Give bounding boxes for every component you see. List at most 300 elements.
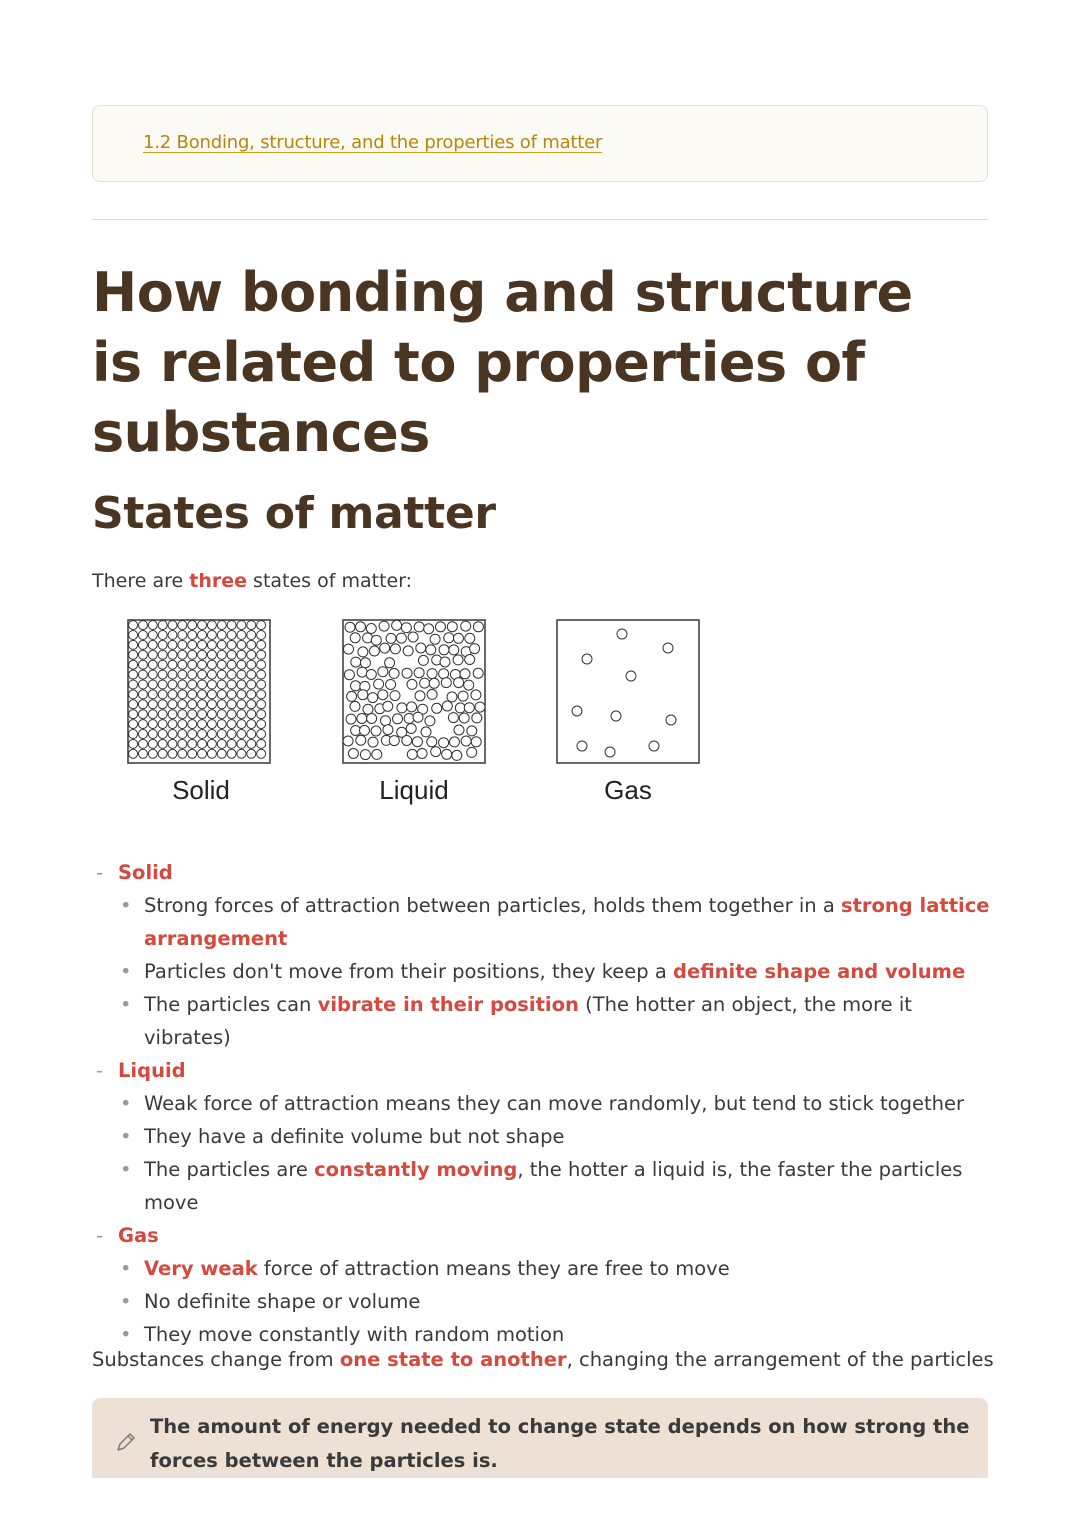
particle	[178, 690, 187, 699]
particle	[178, 650, 187, 659]
particle	[158, 680, 167, 689]
particle	[138, 631, 147, 640]
particle	[366, 624, 376, 634]
pencil-icon	[114, 1430, 138, 1454]
particle	[237, 730, 246, 739]
particle	[348, 749, 358, 759]
particle	[188, 739, 197, 748]
particle	[368, 693, 378, 703]
particle	[346, 714, 356, 724]
particle	[406, 724, 416, 734]
particle	[447, 692, 457, 702]
particle	[188, 710, 197, 719]
particle	[467, 747, 477, 757]
particle	[401, 623, 411, 633]
particle	[227, 640, 236, 649]
body-text: (The hotter an object, the more it vibrates)	[144, 993, 912, 1049]
particle	[138, 700, 147, 709]
particle	[188, 720, 197, 729]
particle	[198, 730, 207, 739]
particle	[148, 670, 157, 679]
particle	[381, 716, 391, 726]
particle	[452, 750, 462, 760]
particle	[465, 655, 475, 665]
particle	[158, 700, 167, 709]
particle	[402, 668, 412, 678]
particle	[378, 690, 388, 700]
particle	[207, 730, 216, 739]
particle	[158, 631, 167, 640]
particle	[344, 644, 354, 654]
particle	[178, 730, 187, 739]
particle	[454, 725, 464, 735]
particle	[138, 749, 147, 758]
particle	[158, 710, 167, 719]
particle	[379, 621, 389, 631]
highlight-text: vibrate in their position	[317, 993, 579, 1016]
particle	[207, 739, 216, 748]
particle	[168, 660, 177, 669]
particle	[343, 736, 353, 746]
particle	[129, 650, 138, 659]
particle	[257, 720, 266, 729]
section-title: States of matter	[92, 488, 496, 539]
particle	[413, 712, 423, 722]
particle	[471, 690, 481, 700]
particle	[360, 658, 370, 668]
dash-bullet: -	[96, 861, 104, 884]
intro-before: There are	[92, 570, 190, 592]
particle	[129, 730, 138, 739]
particle	[217, 650, 226, 659]
particle	[207, 710, 216, 719]
particle	[207, 700, 216, 709]
body-text: force of attraction means they are free to move	[257, 1257, 730, 1280]
particle	[467, 726, 477, 736]
particle	[389, 736, 399, 746]
particle	[237, 631, 246, 640]
particle	[247, 680, 256, 689]
particle	[237, 739, 246, 748]
particle	[148, 720, 157, 729]
particle	[363, 704, 373, 714]
particle	[198, 700, 207, 709]
particle	[385, 658, 395, 668]
particle	[217, 690, 226, 699]
particle	[227, 700, 236, 709]
particle	[417, 749, 427, 759]
particle	[257, 621, 266, 630]
particle	[247, 631, 256, 640]
particle	[129, 690, 138, 699]
particle	[148, 640, 157, 649]
particle	[148, 710, 157, 719]
particle	[158, 739, 167, 748]
particle	[138, 670, 147, 679]
particle	[442, 701, 452, 711]
particle	[407, 702, 417, 712]
particle	[217, 739, 226, 748]
body-text: They have a definite volume but not shape	[144, 1125, 565, 1148]
particle	[247, 660, 256, 669]
particle	[227, 680, 236, 689]
particle	[148, 690, 157, 699]
bullet-dot: •	[120, 1257, 132, 1280]
particle	[371, 635, 381, 645]
particle	[611, 711, 621, 721]
particle	[178, 710, 187, 719]
particle	[129, 720, 138, 729]
particle	[178, 631, 187, 640]
particle	[257, 730, 266, 739]
particle	[168, 739, 177, 748]
particle	[257, 739, 266, 748]
particle	[441, 678, 451, 688]
particle	[178, 660, 187, 669]
particle	[138, 710, 147, 719]
particle	[473, 622, 483, 632]
particle	[461, 736, 471, 746]
liquid-label: Liquid	[379, 775, 449, 805]
bullet-dot: •	[120, 1290, 132, 1313]
states-of-matter-figure	[120, 615, 720, 815]
particle	[369, 646, 379, 656]
particle	[148, 700, 157, 709]
particle	[247, 650, 256, 659]
bullet-dot: •	[120, 1092, 132, 1115]
particle	[207, 660, 216, 669]
particle	[429, 678, 439, 688]
particle	[129, 749, 138, 758]
closing-after: , changing the arrangement of the particles	[566, 1348, 994, 1371]
particle	[247, 710, 256, 719]
particle	[247, 640, 256, 649]
particle	[168, 690, 177, 699]
list-item	[96, 889, 996, 955]
particle	[178, 680, 187, 689]
particle	[442, 749, 452, 759]
particle	[188, 690, 197, 699]
body-text: No definite shape or volume	[144, 1290, 421, 1313]
particle	[475, 702, 485, 712]
particle	[148, 660, 157, 669]
particle	[198, 650, 207, 659]
particle	[138, 739, 147, 748]
particle	[378, 667, 388, 677]
particle	[458, 691, 468, 701]
particle	[393, 714, 403, 724]
particle	[416, 643, 426, 653]
particle	[237, 660, 246, 669]
particle	[380, 643, 390, 653]
particle	[450, 737, 460, 747]
highlight-text: Very weak	[144, 1257, 258, 1280]
particle	[367, 714, 377, 724]
particle	[188, 730, 197, 739]
particle	[168, 650, 177, 659]
list-item	[96, 988, 996, 1054]
intro-highlight: three	[189, 570, 247, 592]
particle	[217, 660, 226, 669]
body-text: Weak force of attraction means they can move randomly, but tend to stick together	[144, 1092, 964, 1115]
particle	[138, 680, 147, 689]
particle	[138, 650, 147, 659]
particle	[158, 670, 167, 679]
particle	[447, 622, 457, 632]
state-item-solid	[96, 856, 996, 889]
particle	[148, 621, 157, 630]
particle	[207, 690, 216, 699]
particle	[372, 749, 382, 759]
particle	[227, 730, 236, 739]
particle	[217, 631, 226, 640]
particle	[257, 650, 266, 659]
particle	[448, 713, 458, 723]
particle	[436, 622, 446, 632]
solid-diagram	[128, 620, 270, 763]
particle	[464, 680, 474, 690]
particle	[421, 727, 431, 737]
particle	[217, 749, 226, 758]
particle	[198, 670, 207, 679]
particle	[178, 720, 187, 729]
highlight-text: definite shape and volume	[673, 960, 966, 983]
particle	[188, 749, 197, 758]
particle	[178, 670, 187, 679]
highlight-text: strong lattice arrangement	[144, 894, 990, 950]
particle	[217, 730, 226, 739]
particle	[138, 720, 147, 729]
particle	[207, 680, 216, 689]
particle	[440, 657, 450, 667]
particle	[360, 750, 370, 760]
particle	[227, 720, 236, 729]
particle	[582, 654, 592, 664]
liquid-diagram	[343, 620, 485, 763]
particle	[407, 749, 417, 759]
particle	[459, 713, 469, 723]
particle	[158, 749, 167, 758]
bullet-dot: •	[120, 1323, 132, 1346]
particle	[605, 747, 615, 757]
particle	[383, 701, 393, 711]
particle	[237, 621, 246, 630]
particle	[227, 660, 236, 669]
particle	[368, 737, 378, 747]
list-item	[96, 1087, 996, 1120]
particle	[227, 670, 236, 679]
list-item	[96, 1285, 996, 1318]
particle	[427, 669, 437, 679]
particle	[188, 670, 197, 679]
particle	[356, 735, 366, 745]
particle	[178, 700, 187, 709]
particle	[138, 690, 147, 699]
particle	[390, 691, 400, 701]
particle	[237, 720, 246, 729]
particle	[168, 621, 177, 630]
bullet-dot: •	[120, 1125, 132, 1148]
particle	[217, 640, 226, 649]
particle	[207, 749, 216, 758]
particle	[471, 737, 481, 747]
particle	[168, 631, 177, 640]
particle	[198, 660, 207, 669]
intro-text	[92, 567, 412, 595]
page-title: How bonding and structure is related to properties of substances	[92, 261, 913, 464]
callout-text: The amount of energy needed to change state depends on how strong the forces between the particles is.	[150, 1415, 970, 1472]
state-label: Gas	[118, 1224, 159, 1247]
particle	[168, 700, 177, 709]
particle	[247, 700, 256, 709]
particle	[138, 640, 147, 649]
body-text: Particles don't move from their positions, they keep a	[144, 960, 674, 983]
particle	[257, 700, 266, 709]
body-text: The particles can	[144, 993, 318, 1016]
list-item	[96, 1153, 996, 1219]
particle	[449, 645, 459, 655]
particle	[178, 621, 187, 630]
particle	[626, 671, 636, 681]
particle	[403, 646, 413, 656]
particle	[357, 667, 367, 677]
particle	[158, 650, 167, 659]
closing-highlight: one state to another	[339, 1348, 567, 1371]
particle	[227, 739, 236, 748]
bullet-dot: •	[120, 894, 132, 917]
particle	[386, 633, 396, 643]
particle	[198, 720, 207, 729]
particle	[666, 715, 676, 725]
particle	[390, 644, 400, 654]
particle	[383, 725, 393, 735]
particle	[344, 670, 354, 680]
particle	[227, 710, 236, 719]
particle	[198, 631, 207, 640]
particle	[198, 749, 207, 758]
particle	[407, 679, 417, 689]
particle	[237, 670, 246, 679]
particle	[424, 624, 434, 634]
state-label: Liquid	[118, 1059, 186, 1082]
particle	[358, 690, 368, 700]
particle	[572, 706, 582, 716]
particle	[207, 640, 216, 649]
particle	[257, 631, 266, 640]
particle	[257, 749, 266, 758]
particle	[247, 739, 256, 748]
particle	[257, 670, 266, 679]
particle	[158, 621, 167, 630]
particle	[148, 749, 157, 758]
particle	[188, 680, 197, 689]
body-text: The particles are	[144, 1158, 315, 1181]
particle	[404, 713, 414, 723]
solid-label: Solid	[172, 775, 230, 805]
particle	[432, 703, 442, 713]
particle	[188, 700, 197, 709]
breadcrumb-link[interactable]: 1.2 Bonding, structure, and the properties of matter	[143, 132, 603, 153]
dash-bullet: -	[96, 1224, 104, 1247]
particle	[358, 647, 368, 657]
particle	[470, 644, 480, 654]
body-text: , the hotter a liquid is, the faster the particles move	[144, 1158, 963, 1214]
particle	[138, 730, 147, 739]
particle	[257, 640, 266, 649]
particle	[577, 741, 587, 751]
particle	[198, 680, 207, 689]
particle	[461, 621, 471, 631]
particle	[439, 738, 449, 748]
particle	[427, 737, 437, 747]
closing-before: Substances change from	[92, 1348, 340, 1371]
particle	[412, 737, 422, 747]
particle	[345, 622, 355, 632]
particle	[465, 633, 475, 643]
particle	[158, 660, 167, 669]
particle	[247, 749, 256, 758]
particle	[178, 749, 187, 758]
particle	[168, 730, 177, 739]
particle	[148, 650, 157, 659]
particle	[237, 650, 246, 659]
state-item-gas	[96, 1219, 996, 1252]
particle	[455, 703, 465, 713]
particle	[257, 680, 266, 689]
particle	[460, 669, 470, 679]
particle	[237, 680, 246, 689]
particle	[427, 689, 437, 699]
particle	[649, 741, 659, 751]
particle	[168, 749, 177, 758]
particle	[188, 621, 197, 630]
bullet-dot: •	[120, 1158, 132, 1181]
particle	[168, 710, 177, 719]
particle	[351, 681, 361, 691]
particle	[158, 730, 167, 739]
particle	[198, 690, 207, 699]
particle	[420, 678, 430, 688]
particle	[431, 747, 441, 757]
particle	[663, 643, 673, 653]
particle	[148, 730, 157, 739]
particle	[454, 678, 464, 688]
breadcrumb	[92, 105, 988, 182]
particle	[247, 690, 256, 699]
list-item	[96, 1252, 996, 1285]
particle	[188, 640, 197, 649]
intro-after: states of matter:	[247, 570, 413, 592]
list-item	[96, 955, 996, 988]
particle	[227, 631, 236, 640]
particle	[129, 631, 138, 640]
body-text: Strong forces of attraction between particles, holds them together in a	[144, 894, 841, 917]
particle	[168, 640, 177, 649]
particle	[464, 703, 474, 713]
particle	[415, 691, 425, 701]
particle	[237, 690, 246, 699]
particle	[207, 621, 216, 630]
particle	[148, 680, 157, 689]
particle	[129, 710, 138, 719]
state-label: Solid	[118, 861, 173, 884]
particle	[217, 680, 226, 689]
particle	[217, 621, 226, 630]
particle	[396, 633, 406, 643]
particle	[227, 650, 236, 659]
particle	[247, 621, 256, 630]
callout	[92, 1398, 988, 1478]
